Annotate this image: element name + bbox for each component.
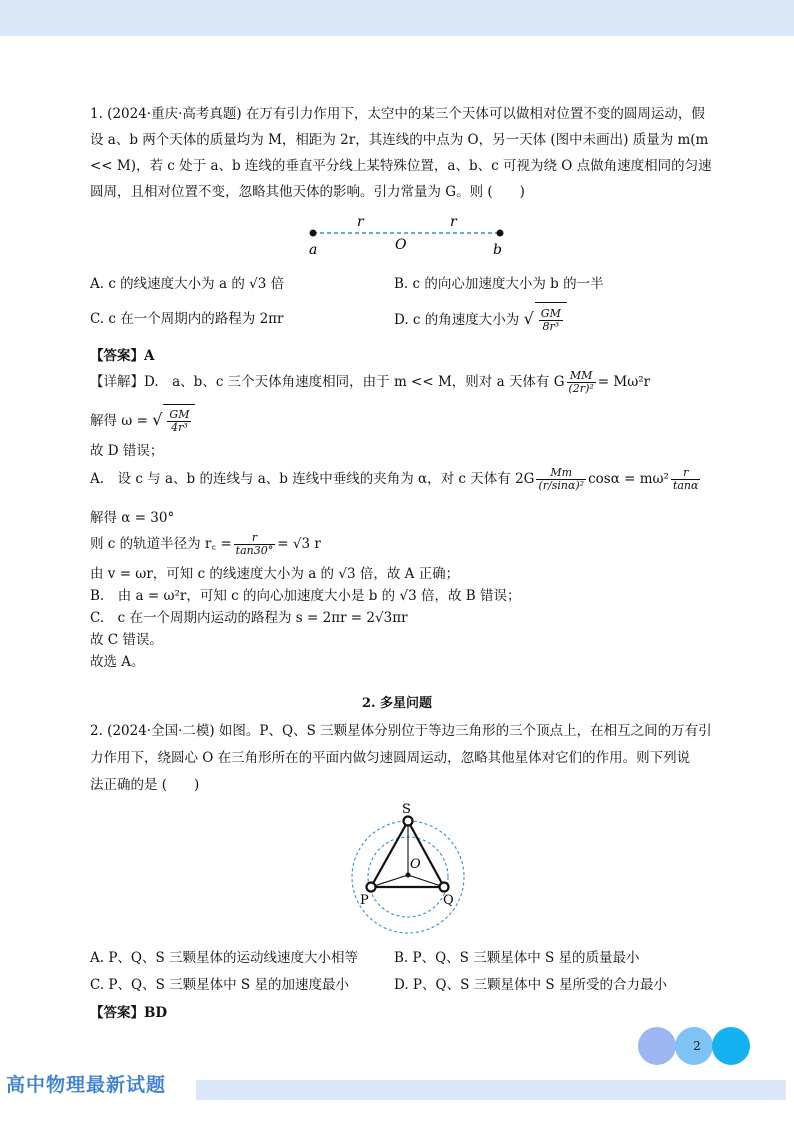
q1-detail-8: B. 由 a = ω²r，可知 c 的向心加速度大小是 b 的 √3 倍，故 B 错误； [90, 588, 521, 604]
q1-detail-4 [90, 460, 702, 498]
q1-option-d-num: GM [540, 307, 561, 320]
q1-detail-4-num2: r [671, 467, 701, 480]
q1-detail-4-num: Mm [536, 467, 586, 480]
footer-brand: 高中物理最新试题 [6, 1074, 167, 1096]
label-o: O [395, 237, 407, 253]
q2-option-c: C. P、Q、S 三颗星体中 S 星的加速度最小 [90, 977, 349, 993]
q1-option-d-text: D. c 的角速度大小为 [394, 312, 520, 328]
q2-answer: 【答案】BD [90, 1005, 168, 1021]
label-r1: r [357, 214, 364, 230]
q1-detail-4-pre: A. 设 c 与 a、b 的连线与 a、b 连线中垂线的夹角为 α，对 c 天体有 2G [90, 471, 535, 487]
q1-detail-7: 由 v = ωr，可知 c 的线速度大小为 a 的 √3 倍，故 A 正确； [90, 566, 460, 582]
star-p [367, 883, 376, 892]
star-q [440, 883, 449, 892]
q1-line3: << M)，若 c 处于 a、b 连线的垂直平分线上某特殊位置，a、b、c 可视为绕 O 点做角速度相同的匀速 [90, 158, 712, 174]
label-b: b [493, 242, 502, 258]
label-s: S [402, 802, 411, 817]
q1-detail-2-den: 4r³ [171, 421, 188, 434]
q1-detail-1-pre: 【详解】D. a、b、c 三个天体角速度相同，由于 m << M，则对 a 天体有 G [90, 374, 565, 390]
section-title: 2. 多星问题 [361, 696, 433, 711]
q1-detail-6-den: tan30° [235, 544, 274, 557]
label-q: Q [443, 893, 454, 908]
q1-detail-2-num: GM [169, 408, 190, 421]
q2-line2: 力作用下，绕圆心 O 在三角形所在的平面内做匀速圆周运动，忽略其他星体对它们的作用。则下列说 [90, 750, 691, 766]
label-o: O [410, 857, 421, 872]
q1-detail-2-pre: 解得 ω = [90, 413, 148, 429]
q1-detail-1-den: (2r)² [568, 382, 594, 395]
q1-detail-6-pre: 则 c 的轨道半径为 r꜀ = [90, 536, 232, 552]
body-b-dot [497, 230, 504, 237]
q1-detail-1 [90, 366, 650, 398]
q1-detail-6 [90, 528, 321, 560]
q1-detail-10: 故 C 错误。 [90, 632, 163, 648]
label-p: P [360, 893, 369, 908]
q2-option-d: D. P、Q、S 三颗星体中 S 星所受的合力最小 [394, 977, 667, 993]
q1-option-a: A. c 的线速度大小为 a 的 √3 倍 [90, 276, 285, 292]
q1-detail-5: 解得 α = 30° [90, 510, 175, 526]
q1-detail-11: 故选 A。 [90, 654, 145, 670]
q1-detail-4-mid: cosα = mω² [588, 471, 669, 487]
page-dot-3 [712, 1027, 750, 1065]
q1-detail-1-num: MM [567, 370, 596, 383]
q1-option-d: D. c 的角速度大小为 √ $\frac{GM}{\text{8r³}}$ [394, 302, 567, 337]
q2-line1: 2. (2024·全国·二模) 如图。P、Q、S 三颗星体分别位于等边三角形的三个顶点上，在相互之间的万有引 [90, 723, 712, 739]
q1-detail-4-den2: tanα [672, 479, 699, 492]
q1-detail-1-post: = Mω²r [597, 374, 651, 390]
q1-detail-3: 故 D 错误； [90, 443, 164, 459]
q1-detail-6-num: r [234, 532, 276, 545]
q2-option-b: B. P、Q、S 三颗星体中 S 星的质量最小 [394, 950, 640, 966]
q1-diagram [295, 212, 525, 262]
q1-line1: 1. (2024·重庆·高考真题) 在万有引力作用下，太空中的某三个天体可以做相对位置不变的圆周运动，假 [90, 106, 705, 122]
q1-detail-9: C. c 在一个周期内运动的路程为 s = 2πr = 2√3πr [90, 610, 408, 626]
top-band [0, 0, 794, 36]
q1-answer: 【答案】A [90, 348, 155, 364]
q2-line3: 法正确的是 ( ) [90, 777, 200, 793]
center-o-dot [406, 873, 411, 878]
q1-line2: 设 a、b 两个天体的质量均为 M，相距为 2r，其连线的中点为 O，另一天体 (图中未画出) 质量为 m(m [90, 132, 709, 148]
star-s [404, 817, 413, 826]
label-r2: r [450, 214, 457, 230]
q2-option-a: A. P、Q、S 三颗星体的运动线速度大小相等 [90, 950, 359, 966]
label-a: a [309, 242, 318, 258]
q1-detail-4-den: (r/sinα)² [538, 479, 585, 492]
page-dot-1 [638, 1027, 676, 1065]
q2-diagram [340, 800, 480, 940]
q1-line4: 圆周，且相对位置不变，忽略其他天体的影响。引力常量为 G。则 ( ) [90, 184, 525, 200]
q1-detail-6-post: = √3 r [277, 536, 321, 552]
page-number: 2 [693, 1039, 701, 1053]
footer-bar [196, 1080, 786, 1100]
q1-detail-2: 解得 ω = √ $\frac{GM}{\text{4r³}}$ [90, 404, 195, 437]
q1-option-b: B. c 的向心加速度大小为 b 的一半 [394, 276, 604, 292]
q1-option-d-den: 8r³ [542, 320, 560, 333]
body-a-dot [310, 230, 317, 237]
q1-option-c: C. c 在一个周期内的路程为 2πr [90, 311, 284, 327]
